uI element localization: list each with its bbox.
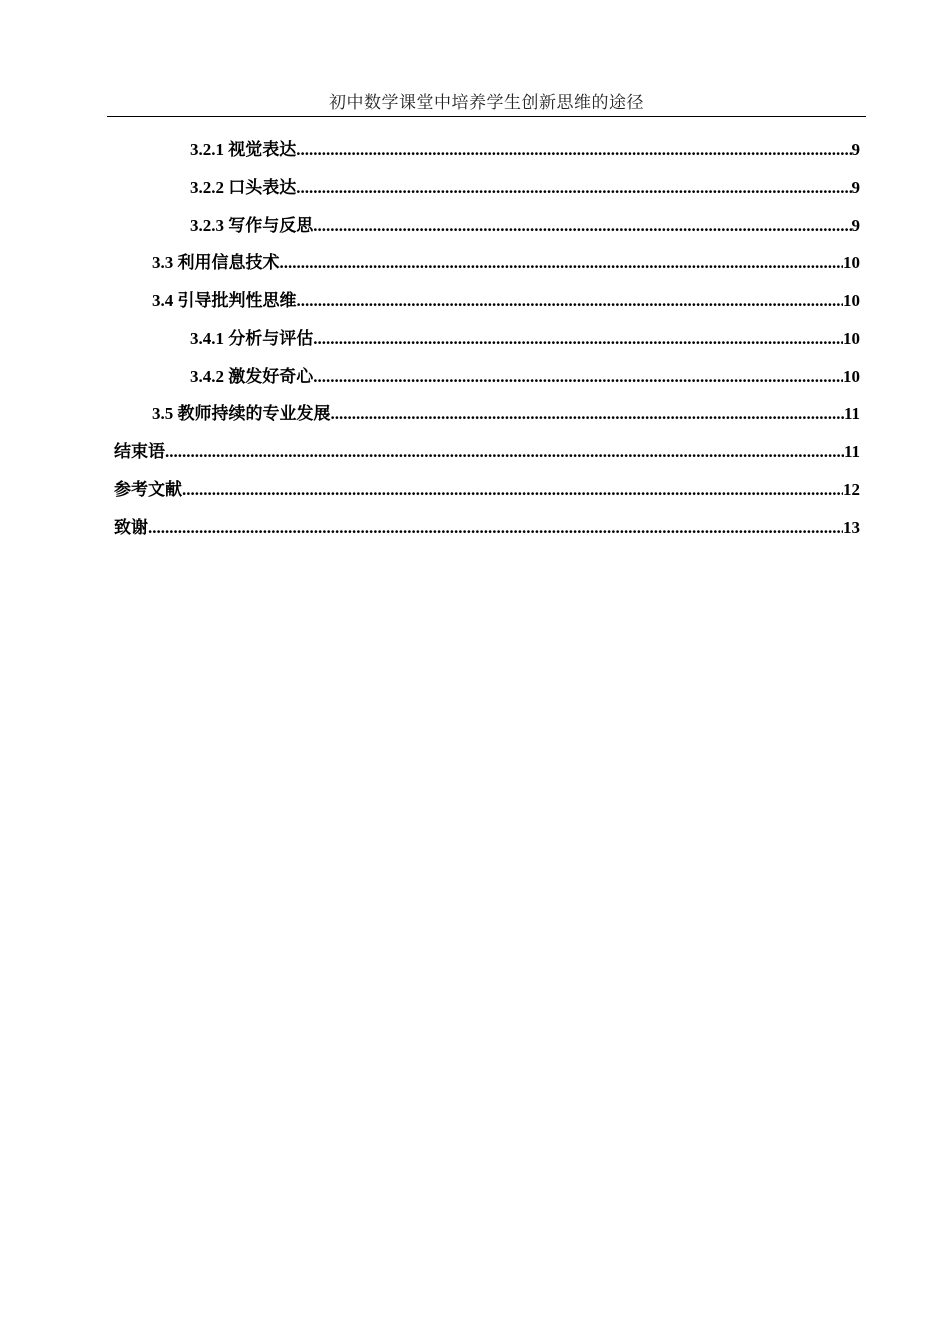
- toc-entry-label: 参考文献: [114, 480, 182, 499]
- toc-entry[interactable]: [152, 288, 860, 314]
- toc-entry-label: 3.2.1 视觉表达: [190, 140, 297, 159]
- toc-entry-label: 结束语: [114, 442, 165, 461]
- toc-leader-dots: [297, 288, 844, 314]
- toc-leader-dots: [313, 213, 851, 239]
- toc-entry[interactable]: [190, 364, 860, 390]
- toc-entry-page: 10: [843, 329, 860, 348]
- toc-entry-label: 3.2.3 写作与反思: [190, 216, 314, 235]
- toc-entry[interactable]: [190, 175, 860, 201]
- page-header: [107, 90, 866, 117]
- toc-entry-label: 致谢: [114, 518, 148, 537]
- toc-entry-page: 9: [851, 178, 860, 197]
- toc-entry-label: 3.3 利用信息技术: [152, 253, 280, 272]
- toc-entry[interactable]: [114, 515, 860, 541]
- toc-entry[interactable]: [114, 439, 860, 465]
- toc-entry-label: 3.4 引导批判性思维: [152, 291, 297, 310]
- toc-entry[interactable]: [190, 326, 860, 352]
- toc-entry-label: 3.4.2 激发好奇心: [190, 367, 314, 386]
- toc-leader-dots: [296, 137, 851, 163]
- toc-entry[interactable]: [190, 137, 860, 163]
- toc-entry[interactable]: [190, 213, 860, 239]
- document-title: 初中数学课堂中培养学生创新思维的途径: [329, 93, 644, 112]
- toc-entry[interactable]: [152, 250, 860, 276]
- toc-entry-page: 10: [843, 253, 860, 272]
- toc-leader-dots: [331, 401, 844, 427]
- toc-entry-page: 9: [851, 140, 860, 159]
- toc-entry-label: 3.4.1 分析与评估: [190, 329, 314, 348]
- toc-entry-page: 9: [851, 216, 860, 235]
- toc-leader-dots: [165, 439, 844, 465]
- toc-leader-dots: [313, 364, 843, 390]
- toc-entry-page: 10: [843, 291, 860, 310]
- toc-leader-dots: [148, 515, 843, 541]
- toc-entry-page: 11: [843, 442, 860, 461]
- toc-entry[interactable]: [152, 401, 860, 427]
- toc-leader-dots: [313, 326, 843, 352]
- toc-entry-page: 13: [843, 518, 860, 537]
- toc-entry-label: 3.5 教师持续的专业发展: [152, 404, 331, 423]
- toc-entry-page: 11: [843, 404, 860, 423]
- toc-leader-dots: [296, 175, 851, 201]
- toc-entry-page: 10: [843, 367, 860, 386]
- toc-leader-dots: [182, 477, 843, 503]
- toc-entry-page: 12: [843, 480, 860, 499]
- toc-leader-dots: [280, 250, 844, 276]
- toc-entry[interactable]: [114, 477, 860, 503]
- toc-entry-label: 3.2.2 口头表达: [190, 178, 297, 197]
